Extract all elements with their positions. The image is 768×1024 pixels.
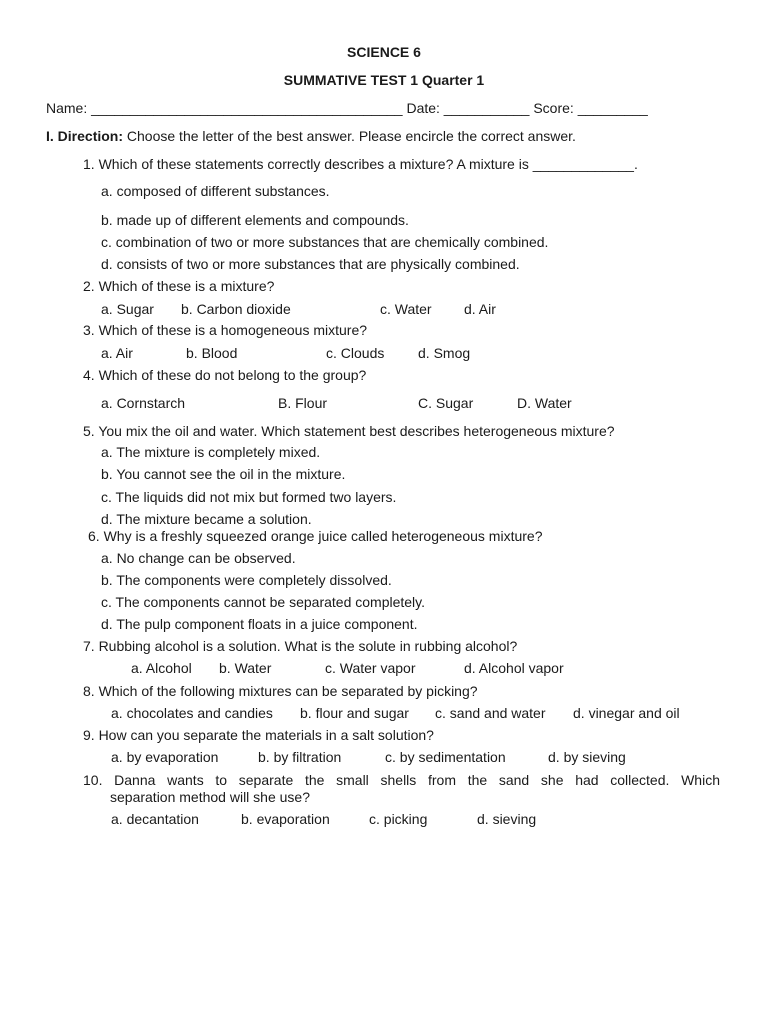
question-7-stem: 7. Rubbing alcohol is a solution. What is the solute in rubbing alcohol?	[83, 638, 518, 654]
question-10-stem-line-1: 10. Danna wants to separate the small shells from the sand she had collected. Which	[83, 772, 720, 788]
direction-text: Choose the letter of the best answer. Please encircle the correct answer.	[123, 128, 576, 144]
question-8-option-a: a. chocolates and candies	[111, 705, 273, 721]
question-5-stem: 5. You mix the oil and water. Which statement best describes heterogeneous mixture?	[83, 423, 615, 439]
question-10-stem-line-2: separation method will she use?	[110, 789, 311, 805]
question-9-option-b: b. by filtration	[258, 749, 342, 765]
question-5-option-d: d. The mixture became a solution.	[101, 511, 312, 527]
question-3-option-b: b. Blood	[186, 345, 238, 361]
question-3-stem: 3. Which of these is a homogeneous mixture?	[83, 322, 368, 338]
question-4-option-b: B. Flour	[278, 395, 328, 411]
question-10-option-a: a. decantation	[111, 811, 199, 827]
question-4-option-a: a. Cornstarch	[101, 395, 186, 411]
question-2-option-b: b. Carbon dioxide	[181, 301, 291, 317]
document-title: SCIENCE 6	[347, 44, 421, 60]
question-1-stem: 1. Which of these statements correctly describes a mixture? A mixture is _____________.	[83, 156, 638, 172]
question-10-option-c: c. picking	[369, 811, 428, 827]
question-10-option-b: b. evaporation	[241, 811, 330, 827]
question-6-option-a: a. No change can be observed.	[101, 550, 296, 566]
question-9-option-c: c. by sedimentation	[385, 749, 506, 765]
question-1-option-c: c. combination of two or more substances that are chemically combined.	[101, 234, 549, 250]
question-6-option-c: c. The components cannot be separated completely.	[101, 594, 426, 610]
question-7-option-a: a. Alcohol	[131, 660, 192, 676]
question-3-option-a: a. Air	[101, 345, 133, 361]
question-10-option-d: d. sieving	[477, 811, 537, 827]
question-7-option-c: c. Water vapor	[325, 660, 416, 676]
question-3-option-d: d. Smog	[418, 345, 471, 361]
name-date-score-line: Name: ________________________________________ Date: ___________ Score: _________	[46, 100, 648, 116]
question-7-option-b: b. Water	[219, 660, 272, 676]
question-8-stem: 8. Which of the following mixtures can be separated by picking?	[83, 683, 478, 699]
question-5-option-c: c. The liquids did not mix but formed two layers.	[101, 489, 397, 505]
question-1-option-d: d. consists of two or more substances that are physically combined.	[101, 256, 520, 272]
question-2-option-a: a. Sugar	[101, 301, 154, 317]
question-2-option-d: d. Air	[464, 301, 496, 317]
question-9-stem: 9. How can you separate the materials in a salt solution?	[83, 727, 434, 743]
question-6-stem: 6. Why is a freshly squeezed orange juice called heterogeneous mixture?	[88, 528, 543, 544]
question-5-option-a: a. The mixture is completely mixed.	[101, 444, 321, 460]
question-3-option-c: c. Clouds	[326, 345, 385, 361]
question-1-option-a: a. composed of different substances.	[101, 183, 330, 199]
question-8-option-c: c. sand and water	[435, 705, 546, 721]
question-7-option-d: d. Alcohol vapor	[464, 660, 564, 676]
question-8-option-d: d. vinegar and oil	[573, 705, 680, 721]
question-6-option-d: d. The pulp component floats in a juice component.	[101, 616, 418, 632]
question-9-option-d: d. by sieving	[548, 749, 626, 765]
question-4-option-c: C. Sugar	[418, 395, 474, 411]
direction-label: I. Direction:	[46, 128, 124, 144]
question-6-option-b: b. The components were completely dissolved.	[101, 572, 392, 588]
question-8-option-b: b. flour and sugar	[300, 705, 409, 721]
question-2-stem: 2. Which of these is a mixture?	[83, 278, 275, 294]
question-4-option-d: D. Water	[517, 395, 572, 411]
question-1-option-b: b. made up of different elements and compounds.	[101, 212, 409, 228]
direction-line	[46, 128, 576, 145]
question-4-stem: 4. Which of these do not belong to the group?	[83, 367, 367, 383]
question-9-option-a: a. by evaporation	[111, 749, 219, 765]
document-subtitle: SUMMATIVE TEST 1 Quarter 1	[283, 72, 485, 88]
question-5-option-b: b. You cannot see the oil in the mixture.	[101, 466, 346, 482]
question-2-option-c: c. Water	[380, 301, 432, 317]
